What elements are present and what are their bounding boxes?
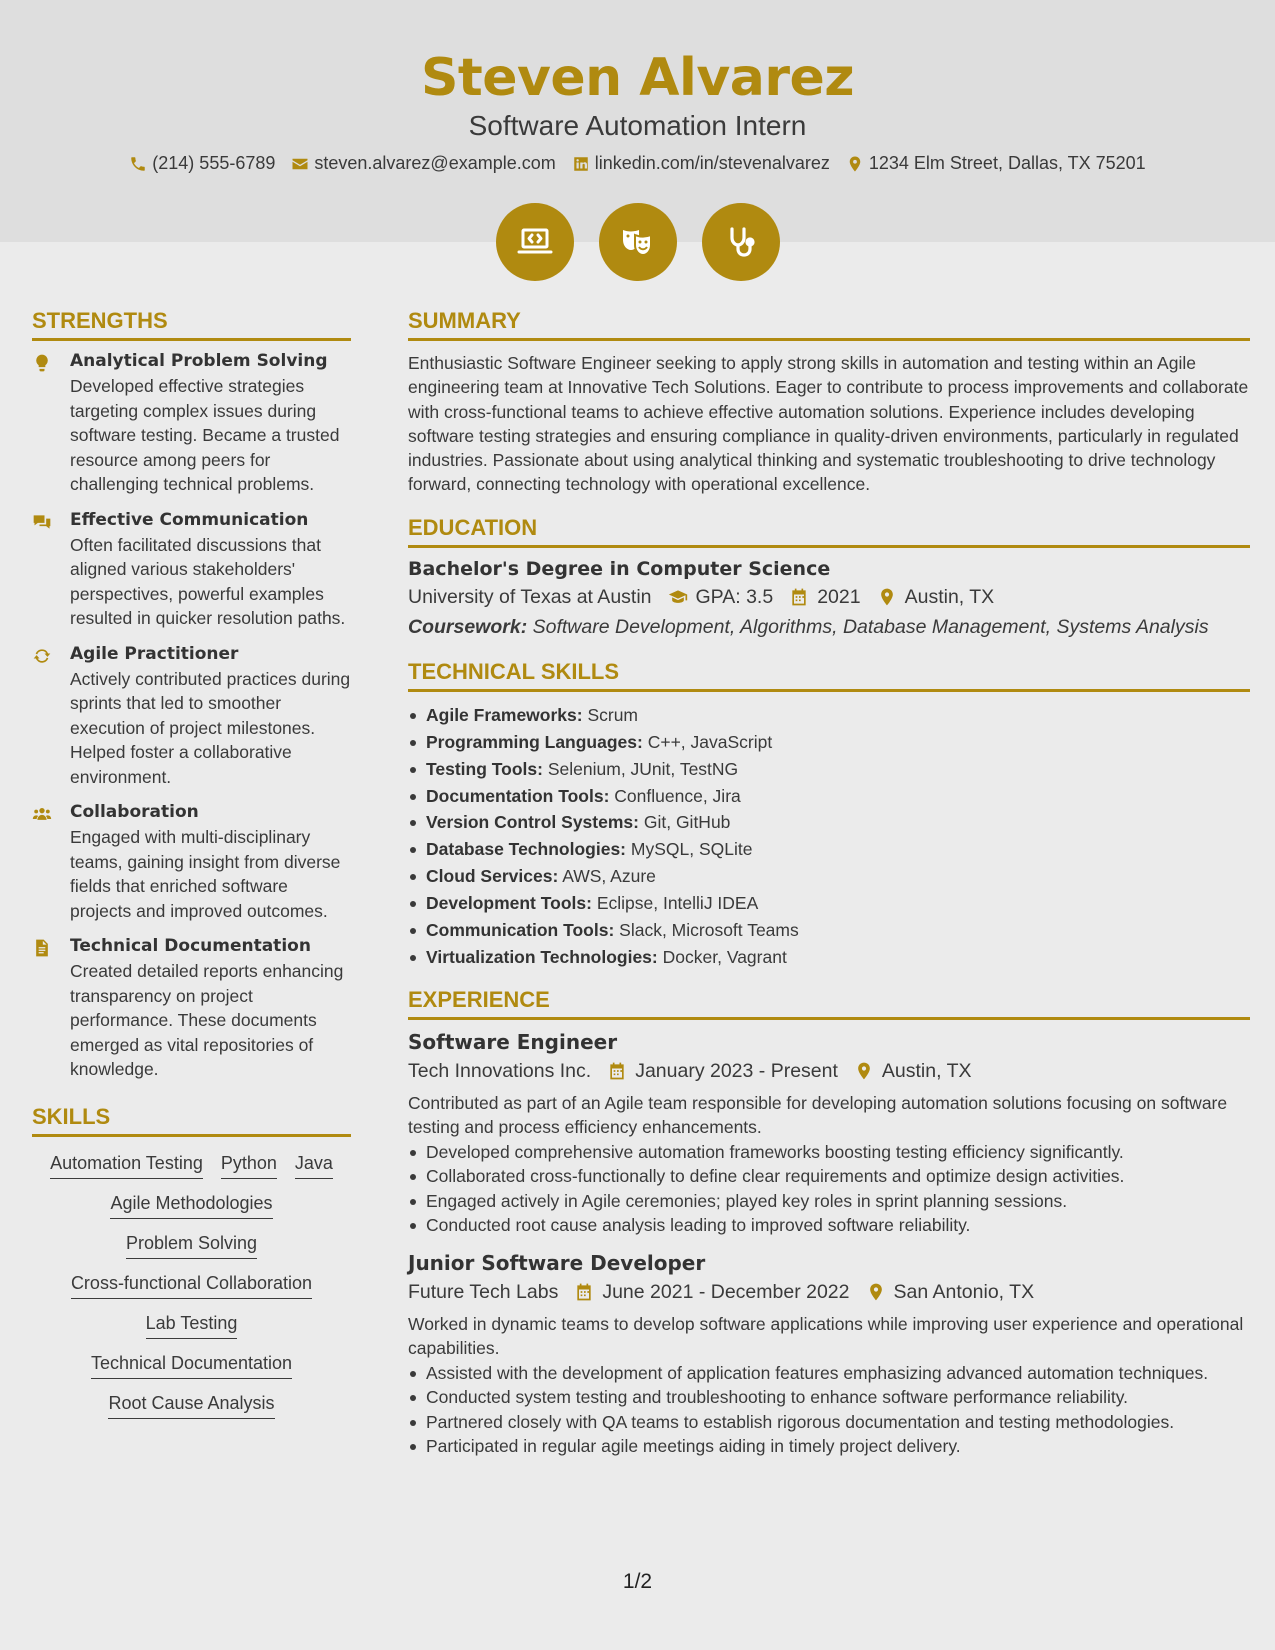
tech-skill-value: AWS, Azure [562,866,656,887]
tech-skill-value: C++, JavaScript [647,731,773,752]
list-item [408,890,1250,917]
education-heading: EDUCATION [408,515,1250,548]
list-item [408,917,1250,944]
strength-title: Analytical Problem Solving [70,351,328,371]
strength-item [32,644,351,790]
users-icon [32,804,52,824]
list-item [408,863,1250,890]
graduation-year: 2021 [817,585,861,608]
technical-skills-list [408,702,1250,971]
strength-item [32,510,351,631]
tech-skill-value: Git, GitHub [643,812,731,833]
envelope-icon [291,155,309,173]
skill-tag: Technical Documentation [91,1353,292,1379]
degree-title: Bachelor's Degree in Computer Science [408,557,831,580]
school-name: University of Texas at Austin [408,585,652,608]
laptop-code-icon [496,203,574,281]
job-meta [408,1281,1250,1304]
list-item: Collaborated cross-functionally to define clear requirements and optimize design activities. [408,1164,1250,1189]
technical-skills-heading: TECHNICAL SKILLS [408,659,1250,692]
skill-tag: Java [295,1153,333,1179]
tech-skill-value: Confluence, Jira [614,785,741,806]
job-dates: June 2021 - December 2022 [602,1280,850,1303]
list-item: Assisted with the development of application features emphasizing advanced automation techniques. [408,1361,1250,1386]
lightbulb-icon [32,353,52,373]
coursework-list: Software Development, Algorithms, Database Management, Systems Analysis [532,615,1209,638]
list-item [408,783,1250,810]
strength-title: Collaboration [70,802,199,822]
calendar-icon [789,587,809,607]
job-bullets [408,1140,1250,1238]
skill-tag: Problem Solving [126,1233,257,1259]
map-marker-icon [846,155,864,173]
job-dates: January 2023 - Present [635,1059,838,1082]
tech-skill-value: Docker, Vagrant [662,946,787,967]
skill-tag: Root Cause Analysis [108,1393,274,1419]
list-item: Engaged actively in Agile ceremonies; played key roles in sprint planning sessions. [408,1189,1250,1214]
gpa-text: GPA: 3.5 [695,585,774,608]
summary-text: Enthusiastic Software Engineer seeking to apply strong skills in automation and testing within an Agile engineering team at Innovative Tech Solutions. Eager to contribute to process improvements and collaborate with cross-functional teams to achieve effective automation solutions. Experience includes developing software testing strategies and ensuring compliance in quality-driven environments, particularly in regulated industries. Passionate about using analytical thinking and systematic troubleshooting to drive technology forward, connecting technology with operational excellence. [408,353,1249,495]
job-title: Software Engineer [408,1029,618,1054]
linkedin-text: linkedin.com/in/stevenalvarez [594,153,830,173]
contact-phone[interactable] [129,153,275,174]
education-location: Austin, TX [904,585,995,608]
tech-skill-value: MySQL, SQLite [630,839,753,860]
company-name: Tech Innovations Inc. [408,1059,592,1082]
linkedin-icon [572,155,590,173]
calendar-icon [574,1282,594,1302]
skills-list [32,1147,351,1419]
list-item: Conducted root cause analysis leading to improved software reliability. [408,1213,1250,1238]
list-item: Participated in regular agile meetings aiding in timely project delivery. [408,1434,1250,1459]
contact-linkedin[interactable] [572,153,830,174]
strength-desc: Developed effective strategies targeting complex issues during software testing. Became a trusted resource among peers for challenging technical problems. [70,376,340,494]
education-meta [408,586,1250,609]
map-marker-icon [877,587,897,607]
list-item: Conducted system testing and troubleshooting to enhance software performance reliability. [408,1385,1250,1410]
job-location: San Antonio, TX [893,1280,1035,1303]
calendar-icon [607,1061,627,1081]
job-title: Junior Software Developer [408,1250,706,1275]
job-description: Contributed as part of an Agile team responsible for developing automation solutions focusing on software testing and process efficiency enhancements. [408,1092,1228,1138]
tech-skill-label: Documentation Tools: [426,785,610,806]
job-entry [408,1030,1250,1238]
skill-tag: Agile Methodologies [110,1193,272,1219]
tech-skill-label: Testing Tools: [426,758,543,779]
list-item [408,729,1250,756]
tech-skill-value: Slack, Microsoft Teams [619,920,799,941]
tech-skill-value: Scrum [587,704,639,725]
phone-icon [129,155,147,173]
address-text: 1234 Elm Street, Dallas, TX 75201 [868,153,1146,173]
skill-tag: Lab Testing [146,1313,238,1339]
left-column [32,308,351,1419]
experience-heading: EXPERIENCE [408,987,1250,1020]
strength-desc: Created detailed reports enhancing transparency on project performance. These documents emerged as vital repositories of knowledge. [70,961,344,1079]
graduation-cap-icon [668,587,688,607]
tech-skill-label: Virtualization Technologies: [426,946,658,967]
job-description: Worked in dynamic teams to develop software applications while improving user experience and operational capabilities. [408,1313,1244,1359]
right-column [408,308,1250,1459]
coursework-label: Coursework: [408,615,528,638]
email-text: steven.alvarez@example.com [314,153,556,173]
strengths-heading: STRENGTHS [32,308,351,341]
skill-tag: Cross-functional Collaboration [71,1273,312,1299]
list-item: Partnered closely with QA teams to establish rigorous documentation and testing methodologies. [408,1410,1250,1435]
skill-tag: Automation Testing [50,1153,203,1179]
tech-skill-label: Database Technologies: [426,839,627,860]
page-number: 1/2 [622,1570,653,1593]
theater-masks-icon [599,203,677,281]
strength-title: Effective Communication [70,509,309,530]
map-marker-icon [866,1282,886,1302]
job-entry [408,1251,1250,1459]
coursework [408,616,1250,639]
contact-address [846,153,1146,174]
tech-skill-value: Selenium, JUnit, TestNG [547,758,739,779]
strength-item [32,936,351,1082]
tech-skill-label: Cloud Services: [426,866,559,887]
stethoscope-icon [702,203,780,281]
contact-info [0,153,1275,174]
company-name: Future Tech Labs [408,1280,559,1303]
strength-title: Technical Documentation [70,936,311,956]
job-location: Austin, TX [881,1059,972,1082]
tech-skill-label: Development Tools: [426,893,592,914]
skills-heading: SKILLS [32,1104,351,1137]
list-item [408,702,1250,729]
candidate-role: Software Automation Intern [468,110,807,141]
strength-title: Agile Practitioner [70,643,239,664]
phone-text: (214) 555-6789 [152,153,276,173]
list-item: Developed comprehensive automation frameworks boosting testing efficiency significantly. [408,1140,1250,1165]
summary-heading: SUMMARY [408,308,1250,341]
strength-desc: Often facilitated discussions that aligned various stakeholders' perspectives, powerful examples resulted in quicker resolution paths. [70,534,346,628]
strength-desc: Engaged with multi-disciplinary teams, gaining insight from diverse fields that enriched software projects and improved outcomes. [70,827,341,921]
strength-item [32,802,351,923]
tech-skill-value: Eclipse, IntelliJ IDEA [596,893,759,914]
contact-email[interactable] [291,153,555,174]
strength-item [32,351,351,497]
list-item [408,944,1250,971]
candidate-name: Steven Alvarez [420,48,855,108]
tech-skill-label: Programming Languages: [426,731,643,752]
tech-skill-label: Agile Frameworks: [426,704,583,725]
file-icon [32,938,52,958]
list-item [408,809,1250,836]
list-item [408,756,1250,783]
job-bullets [408,1361,1250,1459]
sync-icon [32,646,52,666]
interest-badges [0,203,1275,281]
job-meta [408,1060,1250,1083]
tech-skill-label: Communication Tools: [426,920,615,941]
comments-icon [32,512,52,532]
list-item [408,836,1250,863]
strength-desc: Actively contributed practices during sprints that led to smoother execution of project milestones. Helped foster a collaborative environment. [70,668,351,787]
map-marker-icon [854,1061,874,1081]
skill-tag: Python [221,1153,277,1179]
tech-skill-label: Version Control Systems: [426,812,639,833]
